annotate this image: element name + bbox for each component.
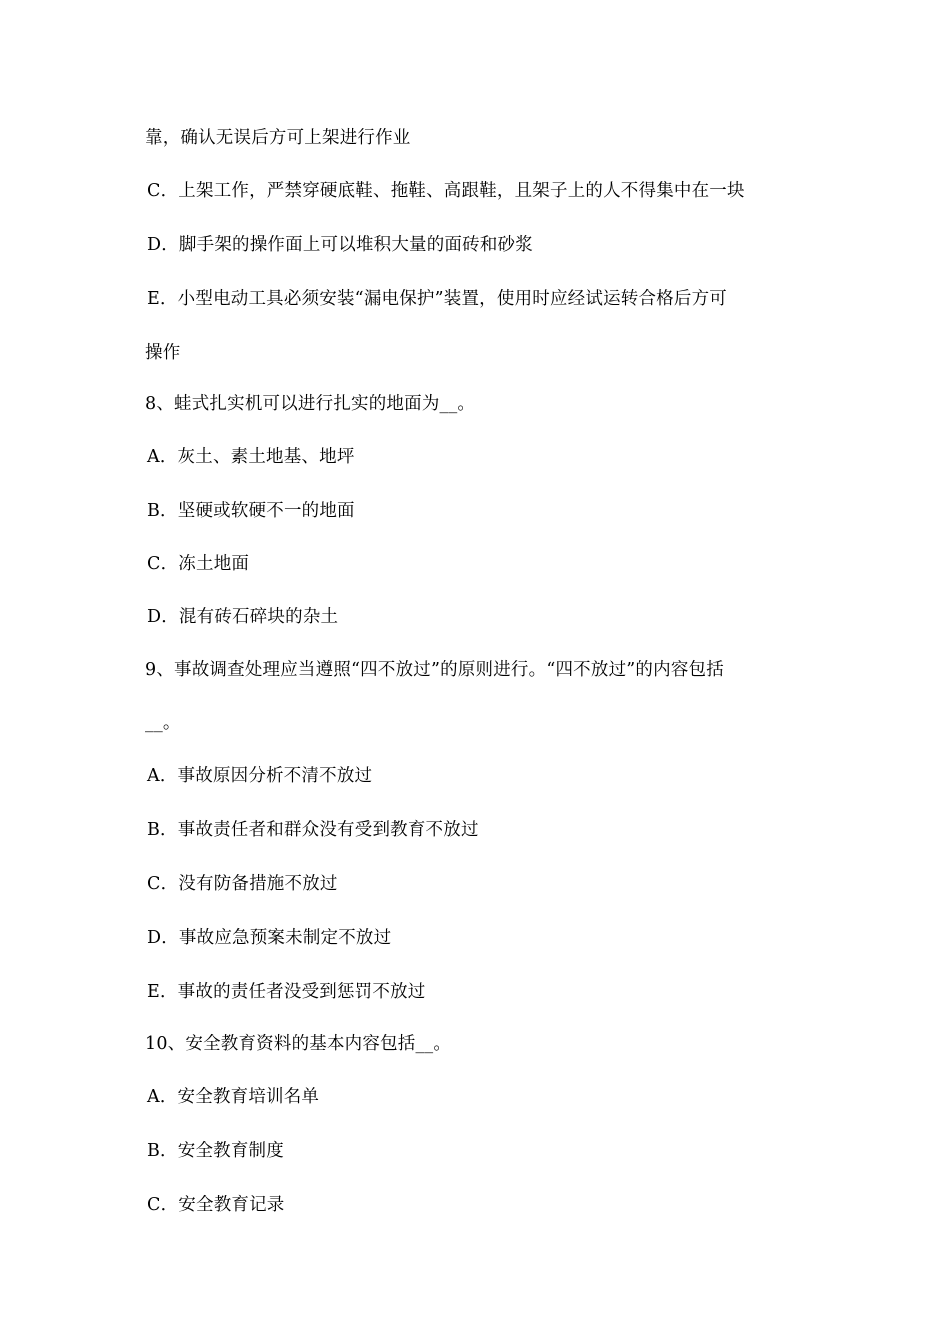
text-line-continuation: 靠，确认无误后方可上架进行作业 — [145, 128, 411, 148]
option-b-q10: B．安全教育制度 — [147, 1141, 284, 1161]
question-8: 8、蛙式扎实机可以进行扎实的地面为__。 — [145, 394, 476, 414]
option-b-q8: B．坚硬或软硬不一的地面 — [147, 501, 355, 521]
option-a-q10: A．安全教育培训名单 — [147, 1087, 320, 1107]
option-a-q8: A．灰土、素土地基、地坪 — [147, 447, 355, 467]
question-9: 9、事故调查处理应当遵照“四不放过”的原则进行。“四不放过”的内容包括 — [145, 660, 724, 680]
question-9-continuation: __。 — [145, 713, 181, 733]
option-c-q7: C．上架工作，严禁穿硬底鞋、拖鞋、高跟鞋，且架子上的人不得集中在一块 — [147, 181, 745, 201]
option-d-q8: D．混有砖石碎块的杂土 — [147, 607, 339, 627]
option-e-q7-continuation: 操作 — [145, 343, 181, 363]
option-d-q9: D．事故应急预案未制定不放过 — [147, 928, 392, 948]
option-d-q7: D．脚手架的操作面上可以堆积大量的面砖和砂浆 — [147, 235, 533, 255]
option-c-q9: C．没有防备措施不放过 — [147, 874, 338, 894]
option-a-q9: A．事故原因分析不清不放过 — [147, 766, 373, 786]
option-b-q9: B．事故责任者和群众没有受到教育不放过 — [147, 820, 479, 840]
option-c-q10: C．安全教育记录 — [147, 1195, 285, 1215]
question-10: 10、安全教育资料的基本内容包括__。 — [145, 1034, 452, 1054]
option-c-q8: C．冻土地面 — [147, 554, 250, 574]
option-e-q9: E．事故的责任者没受到惩罚不放过 — [147, 982, 426, 1002]
option-e-q7: E．小型电动工具必须安装“漏电保护”装置，使用时应经试运转合格后方可 — [147, 289, 727, 309]
